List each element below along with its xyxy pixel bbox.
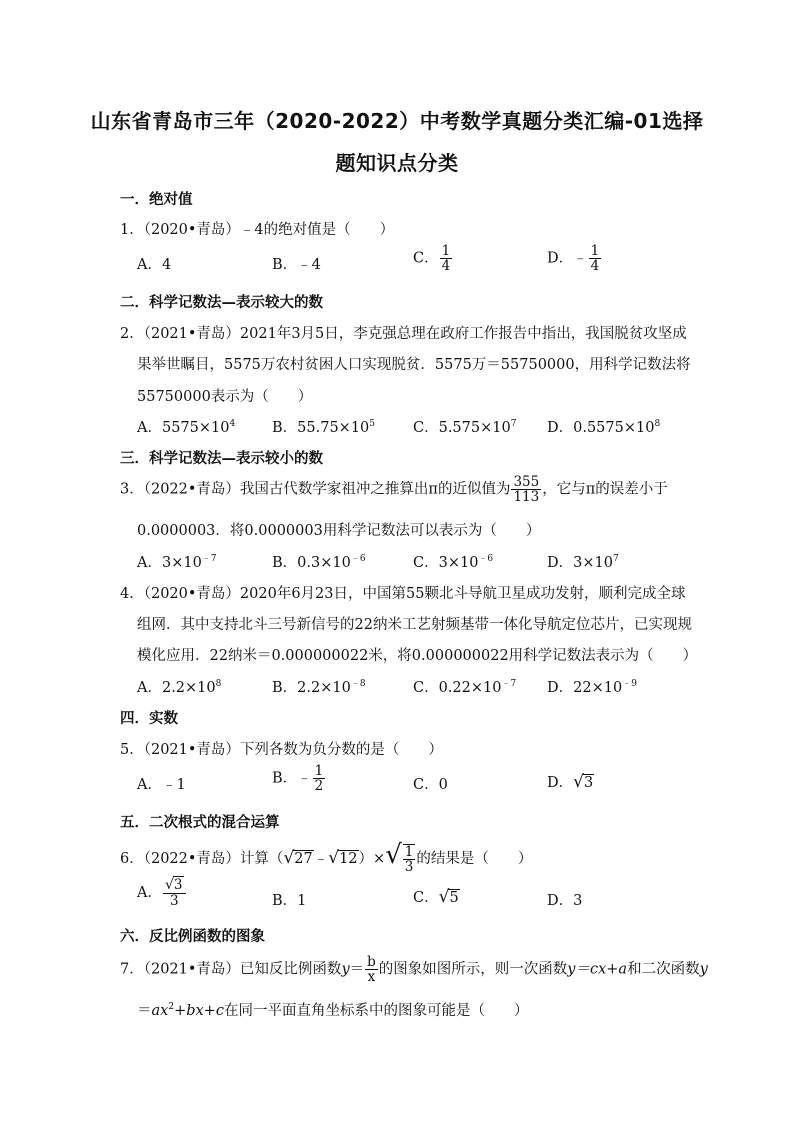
radicand: 5 (449, 890, 459, 906)
question-4-line-2: 组网．其中支持北斗三号新信号的22纳米工艺射频基带一体化导航定位芯片，已实现规 (137, 617, 692, 633)
option-text: D．0.5575×10 (547, 420, 655, 436)
fraction-355-113 (511, 475, 541, 504)
exponent: ﹣9 (622, 679, 637, 689)
section-heading-sci-notation-large: 二．科学记数法—表示较大的数 (120, 295, 323, 311)
option-text: A．3×10 (137, 555, 202, 571)
option-label: C． (413, 890, 439, 906)
exponent: ﹣6 (350, 554, 366, 564)
q2-option-b (272, 416, 375, 437)
denominator: 3 (169, 892, 179, 909)
exponent: ﹣6 (478, 554, 494, 564)
option-text: B．2.2×10 (272, 680, 351, 696)
q5-option-d (547, 771, 594, 792)
radical-sign: √ (438, 887, 450, 907)
q3-option-c (413, 551, 493, 572)
q1-option-a: A．4 (137, 257, 172, 273)
q1-option-b: B．﹣4 (272, 257, 321, 273)
square-root-fraction (385, 840, 416, 875)
radicand: 3 (173, 877, 183, 893)
question-6-stem (120, 840, 532, 874)
text: 3．（2022•青岛）我国古代数学家祖冲之推算出π的近似值为 (120, 481, 511, 498)
option-text: A．5575×10 (137, 420, 230, 436)
exponent: 4 (229, 419, 236, 429)
fraction (163, 878, 186, 908)
question-2-line-3: 55750000表示为（ ） (137, 389, 313, 405)
q2-option-c (413, 416, 516, 437)
radical-sign: √ (283, 848, 295, 868)
denominator: 3 (404, 859, 414, 875)
fraction (589, 244, 602, 273)
option-text: D．22×10 (547, 680, 623, 696)
option-text: B．55.75×10 (272, 420, 370, 436)
square-root (283, 848, 313, 868)
q4-option-b (272, 676, 366, 697)
q1-option-c (413, 244, 453, 273)
q2-option-d (547, 416, 660, 437)
fraction (313, 764, 326, 793)
q4-option-c (413, 676, 516, 697)
section-heading-real-numbers: 四．实数 (120, 711, 178, 727)
q4-option-d (547, 676, 637, 697)
square-root (328, 848, 358, 868)
section-heading-inverse-proportion: 六．反比例函数的图象 (120, 929, 265, 945)
text: 6．（2022•青岛）计算（ (120, 851, 284, 867)
q5-option-c: C．0 (413, 777, 448, 793)
exponent: 2 (168, 1002, 175, 1012)
square-root (165, 877, 184, 893)
question-3-line-2: 0.0000003．将0.0000003用科学记数法可以表示为（ ） (137, 523, 541, 539)
radical-sign: √ (385, 840, 402, 870)
q6-option-d: D．3 (547, 893, 583, 909)
text: 7．（2021•青岛）已知反比例函数 (120, 961, 342, 978)
fraction (440, 244, 453, 273)
denominator: 2 (314, 778, 324, 795)
question-7-line-2 (137, 999, 528, 1020)
denominator: x (367, 969, 376, 986)
square-root (438, 887, 460, 907)
numerator: 1 (404, 843, 414, 860)
q2-option-a (137, 416, 235, 437)
text: 的结果是（ ） (416, 851, 533, 867)
exponent: 8 (654, 419, 661, 429)
exponent: ﹣7 (201, 554, 217, 564)
equals: ＝ (137, 1003, 152, 1019)
radical-sign: √ (164, 877, 174, 893)
option-label: D． (547, 775, 574, 791)
times: ）× (358, 851, 386, 867)
denominator: 4 (590, 258, 600, 275)
exponent: 8 (215, 679, 222, 689)
option-label: D．﹣ (547, 250, 588, 267)
fraction (403, 844, 416, 874)
exponent: ﹣7 (501, 679, 517, 689)
option-label: B．﹣ (272, 770, 312, 787)
q5-option-a: A．﹣1 (137, 777, 186, 793)
q6-option-a (137, 878, 187, 908)
denominator: 113 (513, 489, 540, 506)
denominator: 4 (441, 258, 451, 275)
radical-sign: √ (328, 848, 340, 868)
numerator: 355 (513, 474, 540, 490)
question-5-stem: 5．（2021•青岛）下列各数为负分数的是（ ） (120, 742, 443, 758)
option-label: C． (413, 250, 439, 267)
fraction-b-over-x (365, 955, 378, 984)
text: 在同一平面直角坐标系中的图象可能是（ ） (223, 1003, 529, 1019)
minus: ﹣ (313, 851, 329, 867)
q1-option-d (547, 244, 602, 273)
section-heading-radical-operations: 五．二次根式的混合运算 (120, 815, 280, 831)
option-text: D．3×10 (547, 555, 613, 571)
quadratic-term: ax (151, 1003, 169, 1019)
radicand: 3 (583, 775, 594, 791)
numerator (163, 878, 186, 894)
numerator: 1 (441, 243, 451, 259)
square-root (573, 772, 594, 792)
text: 和二次函数 (627, 961, 700, 978)
document-title-line-2: 题知识点分类 (335, 151, 459, 175)
section-heading-sci-notation-small: 三．科学记数法—表示较小的数 (120, 451, 323, 467)
document-title-line-1: 山东省青岛市三年（2020-2022）中考数学真题分类汇编-01选择 (90, 109, 704, 133)
option-text: C．0.22×10 (413, 680, 502, 696)
linear-function: y＝cx+a (567, 961, 628, 978)
question-3-line-1 (120, 475, 668, 504)
var-y: y (341, 961, 350, 978)
exponent: ﹣8 (350, 679, 366, 689)
equals: ＝ (349, 961, 365, 978)
radicand: 12 (339, 851, 358, 867)
q6-option-c (413, 886, 460, 907)
q3-option-a (137, 551, 217, 572)
text: ，它与π的误差小于 (542, 481, 668, 498)
option-text: C．3×10 (413, 555, 479, 571)
var-y: y (699, 961, 708, 978)
q5-option-b (272, 764, 326, 793)
quadratic-rest: +bx+c (174, 1003, 224, 1019)
question-2-line-2: 果举世瞩目，5575万农村贫困人口实现脱贫．5575万＝55750000，用科学记数法将 (137, 357, 691, 373)
radical-sign: √ (573, 772, 584, 792)
option-text: C．5.575×10 (413, 420, 511, 436)
q4-option-a (137, 676, 221, 697)
q3-option-b (272, 551, 366, 572)
question-4-line-1: 4．（2020•青岛）2020年6月23日，中国第55颗北斗导航卫星成功发射，顺利完成全球 (120, 586, 686, 602)
option-text: A．2.2×10 (137, 680, 216, 696)
numerator: 1 (590, 243, 600, 259)
question-2-line-1: 2．（2021•青岛）2021年3月5日，李克强总理在政府工作报告中指出，我国脱贫攻坚成 (120, 326, 687, 342)
option-label: A． (137, 884, 162, 901)
numerator: 1 (314, 763, 324, 779)
question-1-stem: 1．（2020•青岛）﹣4的绝对值是（ ） (120, 222, 395, 238)
numerator: b (367, 954, 376, 970)
text: 的图象如图所示，则一次函数 (378, 961, 568, 978)
exponent: 7 (510, 419, 517, 429)
q3-option-d (547, 551, 619, 572)
section-heading-absolute-value: 一．绝对值 (120, 192, 193, 208)
question-4-line-3: 模化应用．22纳米＝0.000000022米，将0.000000022用科学记数法表示为（ ） (137, 648, 698, 664)
question-7-line-1 (120, 955, 708, 984)
exponent: 7 (612, 554, 619, 564)
radicand: 27 (294, 851, 313, 867)
exponent: 5 (369, 419, 376, 429)
q6-option-b: B．1 (272, 893, 307, 909)
option-text: B．0.3×10 (272, 555, 351, 571)
